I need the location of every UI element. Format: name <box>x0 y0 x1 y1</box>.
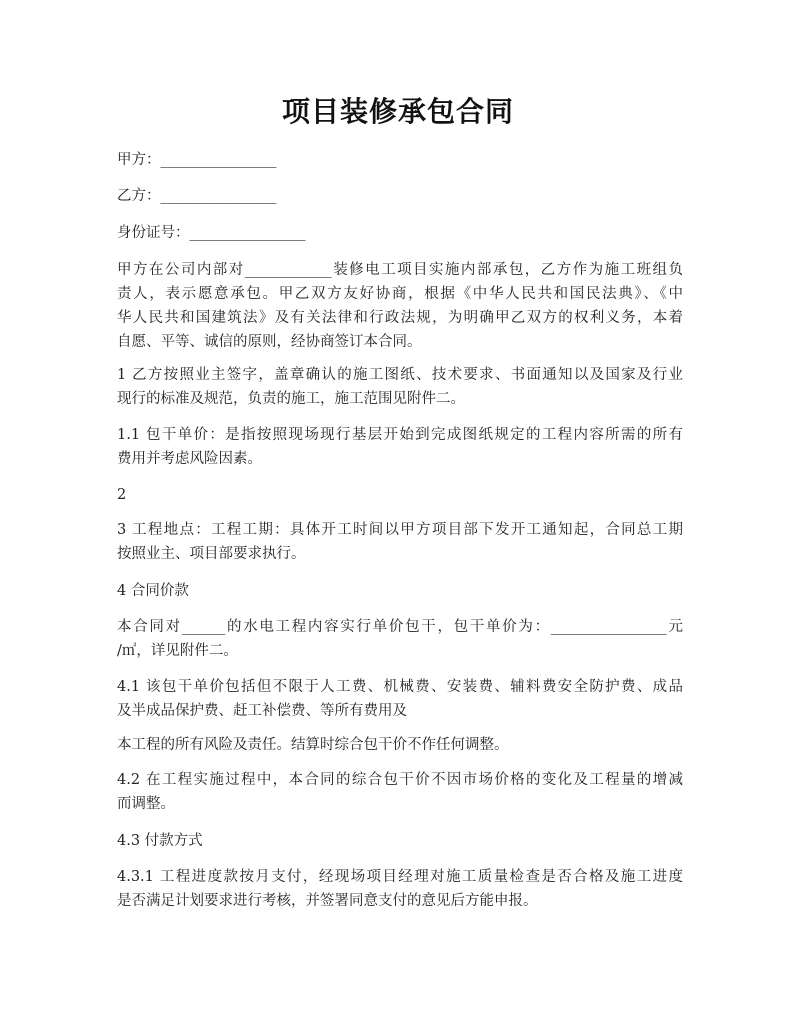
clause-1-1 <box>117 423 683 471</box>
clause-4-3-1 <box>117 865 683 913</box>
clause-line: 现行的标准及规范，负责的施工，施工范围见附件二。 <box>117 391 465 407</box>
document-title: 项目装修承包合同 <box>281 95 514 128</box>
clause-4-body <box>117 615 683 663</box>
clause-4-heading: 4 合同价款 <box>117 583 189 599</box>
intro-line: 华人民共和国建筑法》及有关法律和行政法规，为明确甲乙双方的权利义务，本着 <box>117 310 683 326</box>
clause-4-1 <box>117 675 683 723</box>
clause-line: 而调整。 <box>117 796 175 812</box>
id-number-line: 身份证号：________________ <box>117 225 306 241</box>
intro-paragraph <box>117 258 683 354</box>
clause-line: 及半成品保护费、赶工补偿费、等所有费用及 <box>117 703 407 719</box>
clause-line: 4.3.1 工程进度款按月支付，经现场项目经理对施工质量检查是否合格及施工进度 <box>117 869 683 885</box>
clause-line: 4.2 在工程实施过程中，本合同的综合包干价不因市场价格的变化及工程量的增减 <box>117 772 683 788</box>
clause-2: 2 <box>117 487 127 503</box>
clause-line: 1.1 包干单价：是指按照现场现行基层开始到完成图纸规定的工程内容所需的所有 <box>117 427 683 443</box>
clause-line: 本合同对______的水电工程内容实行单价包干，包干单价为：________________元 <box>117 619 683 635</box>
clause-line: /㎡，详见附件二。 <box>117 643 238 659</box>
intro-line: 自愿、平等、诚信的原则，经协商签订本合同。 <box>117 334 422 350</box>
clause-4-3: 4.3 付款方式 <box>117 833 203 849</box>
clause-line: 3 工程地点：工程工期：具体开工时间以甲方项目部下发开工通知起，合同总工期 <box>117 522 683 538</box>
clause-line: 按照业主、项目部要求执行。 <box>117 546 306 562</box>
clause-line: 4.1 该包干单价包括但不限于人工费、机械费、安装费、辅料费安全防护费、成品 <box>117 679 683 695</box>
clause-line: 费用并考虑风险因素。 <box>117 451 262 467</box>
clause-line: 是否满足计划要求进行考核，并签署同意支付的意见后方能申报。 <box>117 893 538 909</box>
clause-line: 1 乙方按照业主签字，盖章确认的施工图纸、技术要求、书面通知以及国家及行业 <box>117 367 683 383</box>
clause-3 <box>117 518 683 566</box>
clause-4-2 <box>117 768 683 816</box>
intro-line: 责人，表示愿意承包。甲乙双方友好协商，根据《中华人民共和国民法典》、《中 <box>117 286 683 302</box>
party-a-line: 甲方：________________ <box>117 152 277 168</box>
intro-line: 甲方在公司内部对____________装修电工项目实施内部承包，乙方作为施工班组负 <box>117 262 683 278</box>
clause-4-1-continuation: 本工程的所有风险及责任。结算时综合包干价不作任何调整。 <box>117 737 509 753</box>
clause-1 <box>117 363 683 411</box>
party-b-line: 乙方：________________ <box>117 188 277 204</box>
